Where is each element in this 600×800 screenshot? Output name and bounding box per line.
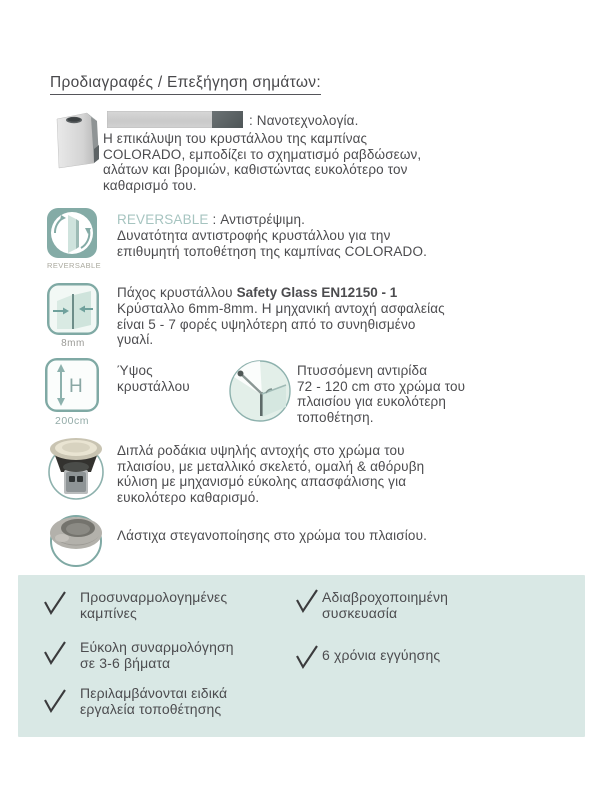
page-title: Προδιαγραφές / Επεξήγηση σημάτων: [50,74,321,95]
rod-description [297,363,465,425]
glass-description [117,301,445,348]
checklist-item [80,639,234,671]
glass-heading-bold: Safety Glass EN12150 - 1 [236,285,398,300]
reversable-badge: REVERSABLE [117,212,209,227]
checklist-item [80,685,227,717]
text-line: COLORADO, εμποδίζει το σχηματισμό ραβδώσεων, [103,146,422,162]
text-line: 6 χρόνια εγγύησης [322,647,441,663]
text-line: κρυστάλλου [117,378,190,394]
text-line: Λάστιχα στεγανοποίησης στο χρώμα του πλαισίου. [117,528,427,543]
glass-thickness-arrows-icon [47,283,99,349]
glass-heading-regular: Πάχος κρυστάλλου [117,285,237,300]
glass-heading [117,285,397,300]
text-line: καμπίνες [80,605,137,621]
nano-coated-glass-bar-icon [107,111,243,128]
text-line: γυαλί. [117,332,154,348]
checklist-item [322,589,448,621]
text-line: Περιλαμβάνονται ειδικά [80,685,228,701]
text-line: Δυνατότητα αντιστροφής κρυστάλλου για την [117,228,391,243]
features-checklist-box [18,575,585,737]
text-line: συσκευασία [322,605,398,621]
cabin-corner-photo-icon [45,111,107,169]
checkmark-icon [42,589,68,617]
text-line: καθαρισμό του. [103,177,197,193]
glass-thickness-caption: 8mm [61,338,85,349]
gasket-description [117,528,427,544]
text-line: Διπλά ροδάκια υψηλής αντοχής στο χρώμα του [117,443,405,458]
checkmark-icon [294,643,320,671]
text-line: τοποθέτηση. [297,409,374,425]
checklist-item [80,589,227,621]
text-line: πλαισίου για ευκολότερη [297,394,447,410]
sealing-gasket-photo-icon [45,508,107,568]
text-line: Εύκολη συναρμολόγηση [80,639,234,655]
checklist-item [322,647,440,663]
checkmark-icon [294,587,320,615]
reversable-door-arrows-icon [47,208,102,270]
text-line: Κρύσταλλο 6mm-8mm. Η μηχανική αντοχή ασφαλείας [117,301,445,316]
text-line: Πτυσσόμενη αντιρίδα [297,363,428,378]
text-line: σε 3-6 βήματα [80,655,171,671]
nanotech-description [103,131,421,193]
height-label [117,363,190,394]
text-line: πλαισίου, με μεταλλικό σκελετό, ομαλή & αθόρυβη [117,458,425,474]
reversable-heading [117,212,305,227]
folding-support-rod-icon [228,359,292,423]
glass-height-measure-icon [45,358,99,427]
text-line: Προσυναρμολογημένες [80,589,228,605]
reversable-description [117,228,427,259]
text-line: Η επικάλυψη του κρυστάλλου της καμπίνας [103,131,368,146]
text-line: είναι 5 - 7 φορές υψηλότερη από το συνηθισμένο [117,316,416,332]
wheels-description [117,443,424,505]
reversable-caption: REVERSABLE [47,261,102,270]
svg-text:H: H [69,376,83,397]
checkmark-icon [42,687,68,715]
double-roller-wheel-photo-icon [45,434,107,504]
reversable-heading-text: : Αντιστρέψιμη. [208,212,306,227]
text-line: εργαλεία τοποθέτησης [80,701,222,717]
text-line: ευκολότερο καθαρισμό. [117,489,260,505]
text-line: αλάτων και βρομιών, καθιστώντας ευκολότερο τον [103,162,408,178]
height-caption: 200cm [54,415,89,427]
checkmark-icon [42,639,68,667]
text-line: 72 - 120 cm στο χρώμα του [297,378,466,394]
text-line: Αδιαβροχοποιημένη [322,589,449,605]
text-line: κύλιση με μηχανισμό εύκολης απασφάλισης για [117,474,407,490]
text-line: Ύψος [117,363,153,378]
nanotech-heading: : Νανοτεχνολογία. [249,113,359,128]
text-line: επιθυμητή τοποθέτηση της καμπίνας COLORADO. [117,243,428,259]
